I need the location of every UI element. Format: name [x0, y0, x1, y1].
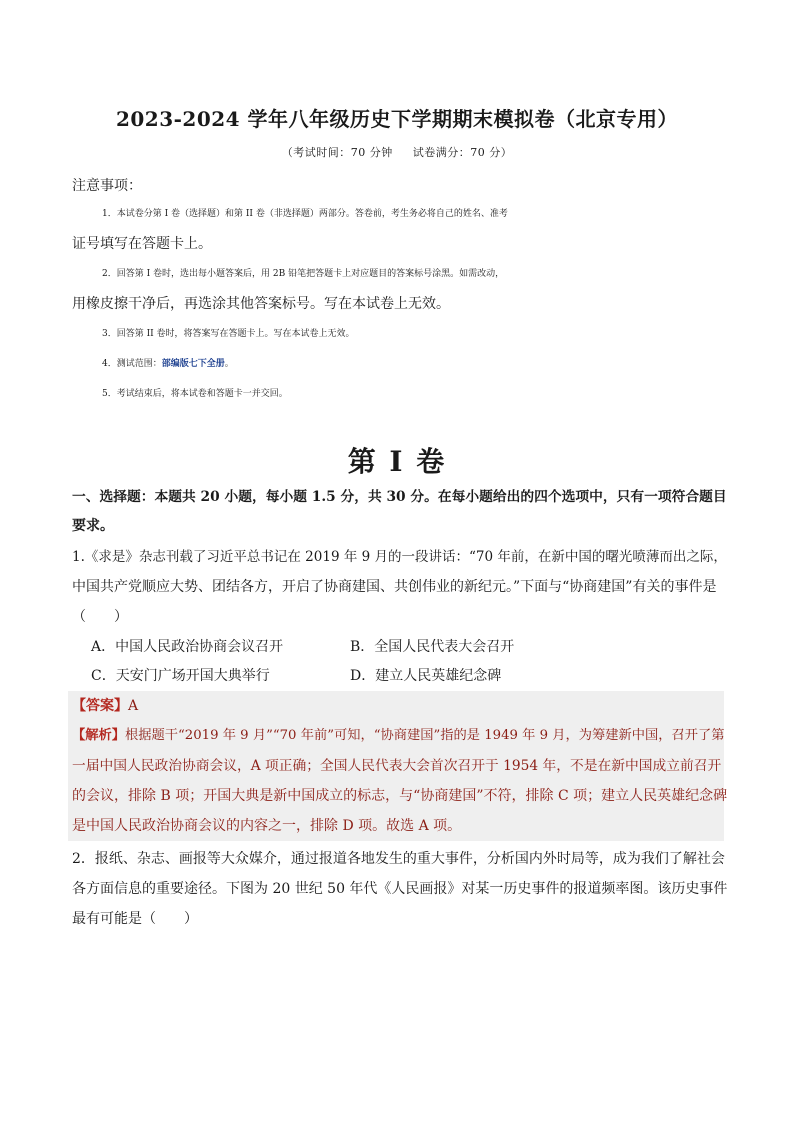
- notes-heading: 注意事项：: [72, 178, 142, 194]
- answer-label: 【答案】: [72, 698, 128, 714]
- q1-stem-line-3: （ ）: [72, 609, 128, 625]
- instructions-line-1: 一、选择题：本题共 20 小题，每小题 1.5 分，共 30 分。在每小题给出的四个选项中，只有一项符合题目: [72, 489, 727, 505]
- q1-analysis-line-3: 的会议，排除 B 项；开国大典是新中国成立的标志，与“协商建国”不符，排除 C 项；建立人民英雄纪念碑: [72, 788, 728, 804]
- exam-meta: [0, 144, 794, 160]
- q2-stem-line-1: 2．报纸、杂志、画报等大众媒介，通过报道各地发生的重大事件，分析国内外时局等，成为我们了解社会: [72, 851, 725, 867]
- note-item-1b: 证号填写在答题卡上。: [72, 236, 212, 252]
- exam-time: （考试时间：70 分钟: [281, 146, 393, 159]
- q1-analysis-line-1: [72, 728, 727, 744]
- q1-analysis-line-4: 是中国人民政治协商会议的内容之一，排除 D 项。故选 A 项。: [72, 818, 462, 834]
- q2-stem-line-3: 最有可能是（ ）: [72, 911, 198, 927]
- note-item-4-suffix: 。: [224, 359, 234, 369]
- note-item-1a: 1．本试卷分第 I 卷（选择题）和第 II 卷（非选择题）两部分。答卷前，考生务必将自己的姓名、准考: [102, 209, 508, 219]
- q1-option-d: D．建立人民英雄纪念碑: [350, 668, 502, 684]
- test-scope: 部编版七下全册: [161, 359, 225, 369]
- note-item-2b: 用橡皮擦干净后，再选涂其他答案标号。写在本试卷上无效。: [72, 296, 450, 312]
- q2-stem-line-2: 各方面信息的重要途径。下图为 20 世纪 50 年代《人民画报》对某一历史事件的报道频率图。该历史事件: [72, 881, 728, 897]
- q1-option-c: C．天安门广场开国大典举行: [91, 668, 270, 684]
- analysis-text-1: 根据题干“2019 年 9 月”“70 年前”可知，“协商建国”指的是 1949 年 9 月，为筹建新中国，召开了第: [125, 728, 725, 743]
- note-item-2a: 2．回答第 I 卷时，选出每小题答案后，用 2B 铅笔把答题卡上对应题目的答案标号涂黑。如需改动，: [102, 269, 505, 279]
- q1-analysis-line-2: 一届中国人民政治协商会议，A 项正确；全国人民代表大会首次召开于 1954 年，不是在新中国成立前召开: [72, 758, 722, 774]
- instructions-line-2: 要求。: [72, 518, 114, 534]
- note-item-4: [102, 356, 757, 372]
- q1-stem-line-1: 1.《求是》杂志刊载了习近平总书记在 2019 年 9 月的一段讲话：“70 年前，在新中国的曙光喷薄而出之际，: [72, 549, 727, 565]
- q1-option-b: B．全国人民代表大会召开: [350, 639, 515, 655]
- section-title: 第 I 卷: [347, 445, 447, 478]
- q1-stem-line-2: 中国共产党顺应大势、团结各方，开启了协商建国、共创伟业的新纪元。”下面与“协商建国”有关的事件是: [72, 579, 717, 595]
- full-score: 试卷满分：70 分）: [412, 146, 513, 159]
- q1-option-a: A．中国人民政治协商会议召开: [91, 639, 284, 655]
- exam-title: 2023-2024 学年八年级历史下学期期末模拟卷（北京专用）: [115, 107, 679, 131]
- answer-value: A: [128, 698, 139, 714]
- analysis-label: 【解析】: [72, 728, 126, 743]
- note-item-5: 5．考试结束后，将本试卷和答题卡一并交回。: [102, 389, 288, 399]
- note-item-3: 3．回答第 II 卷时，将答案写在答题卡上。写在本试卷上无效。: [102, 329, 355, 339]
- q1-answer: [72, 698, 727, 714]
- note-item-4-prefix: 4．测试范围：: [102, 359, 162, 369]
